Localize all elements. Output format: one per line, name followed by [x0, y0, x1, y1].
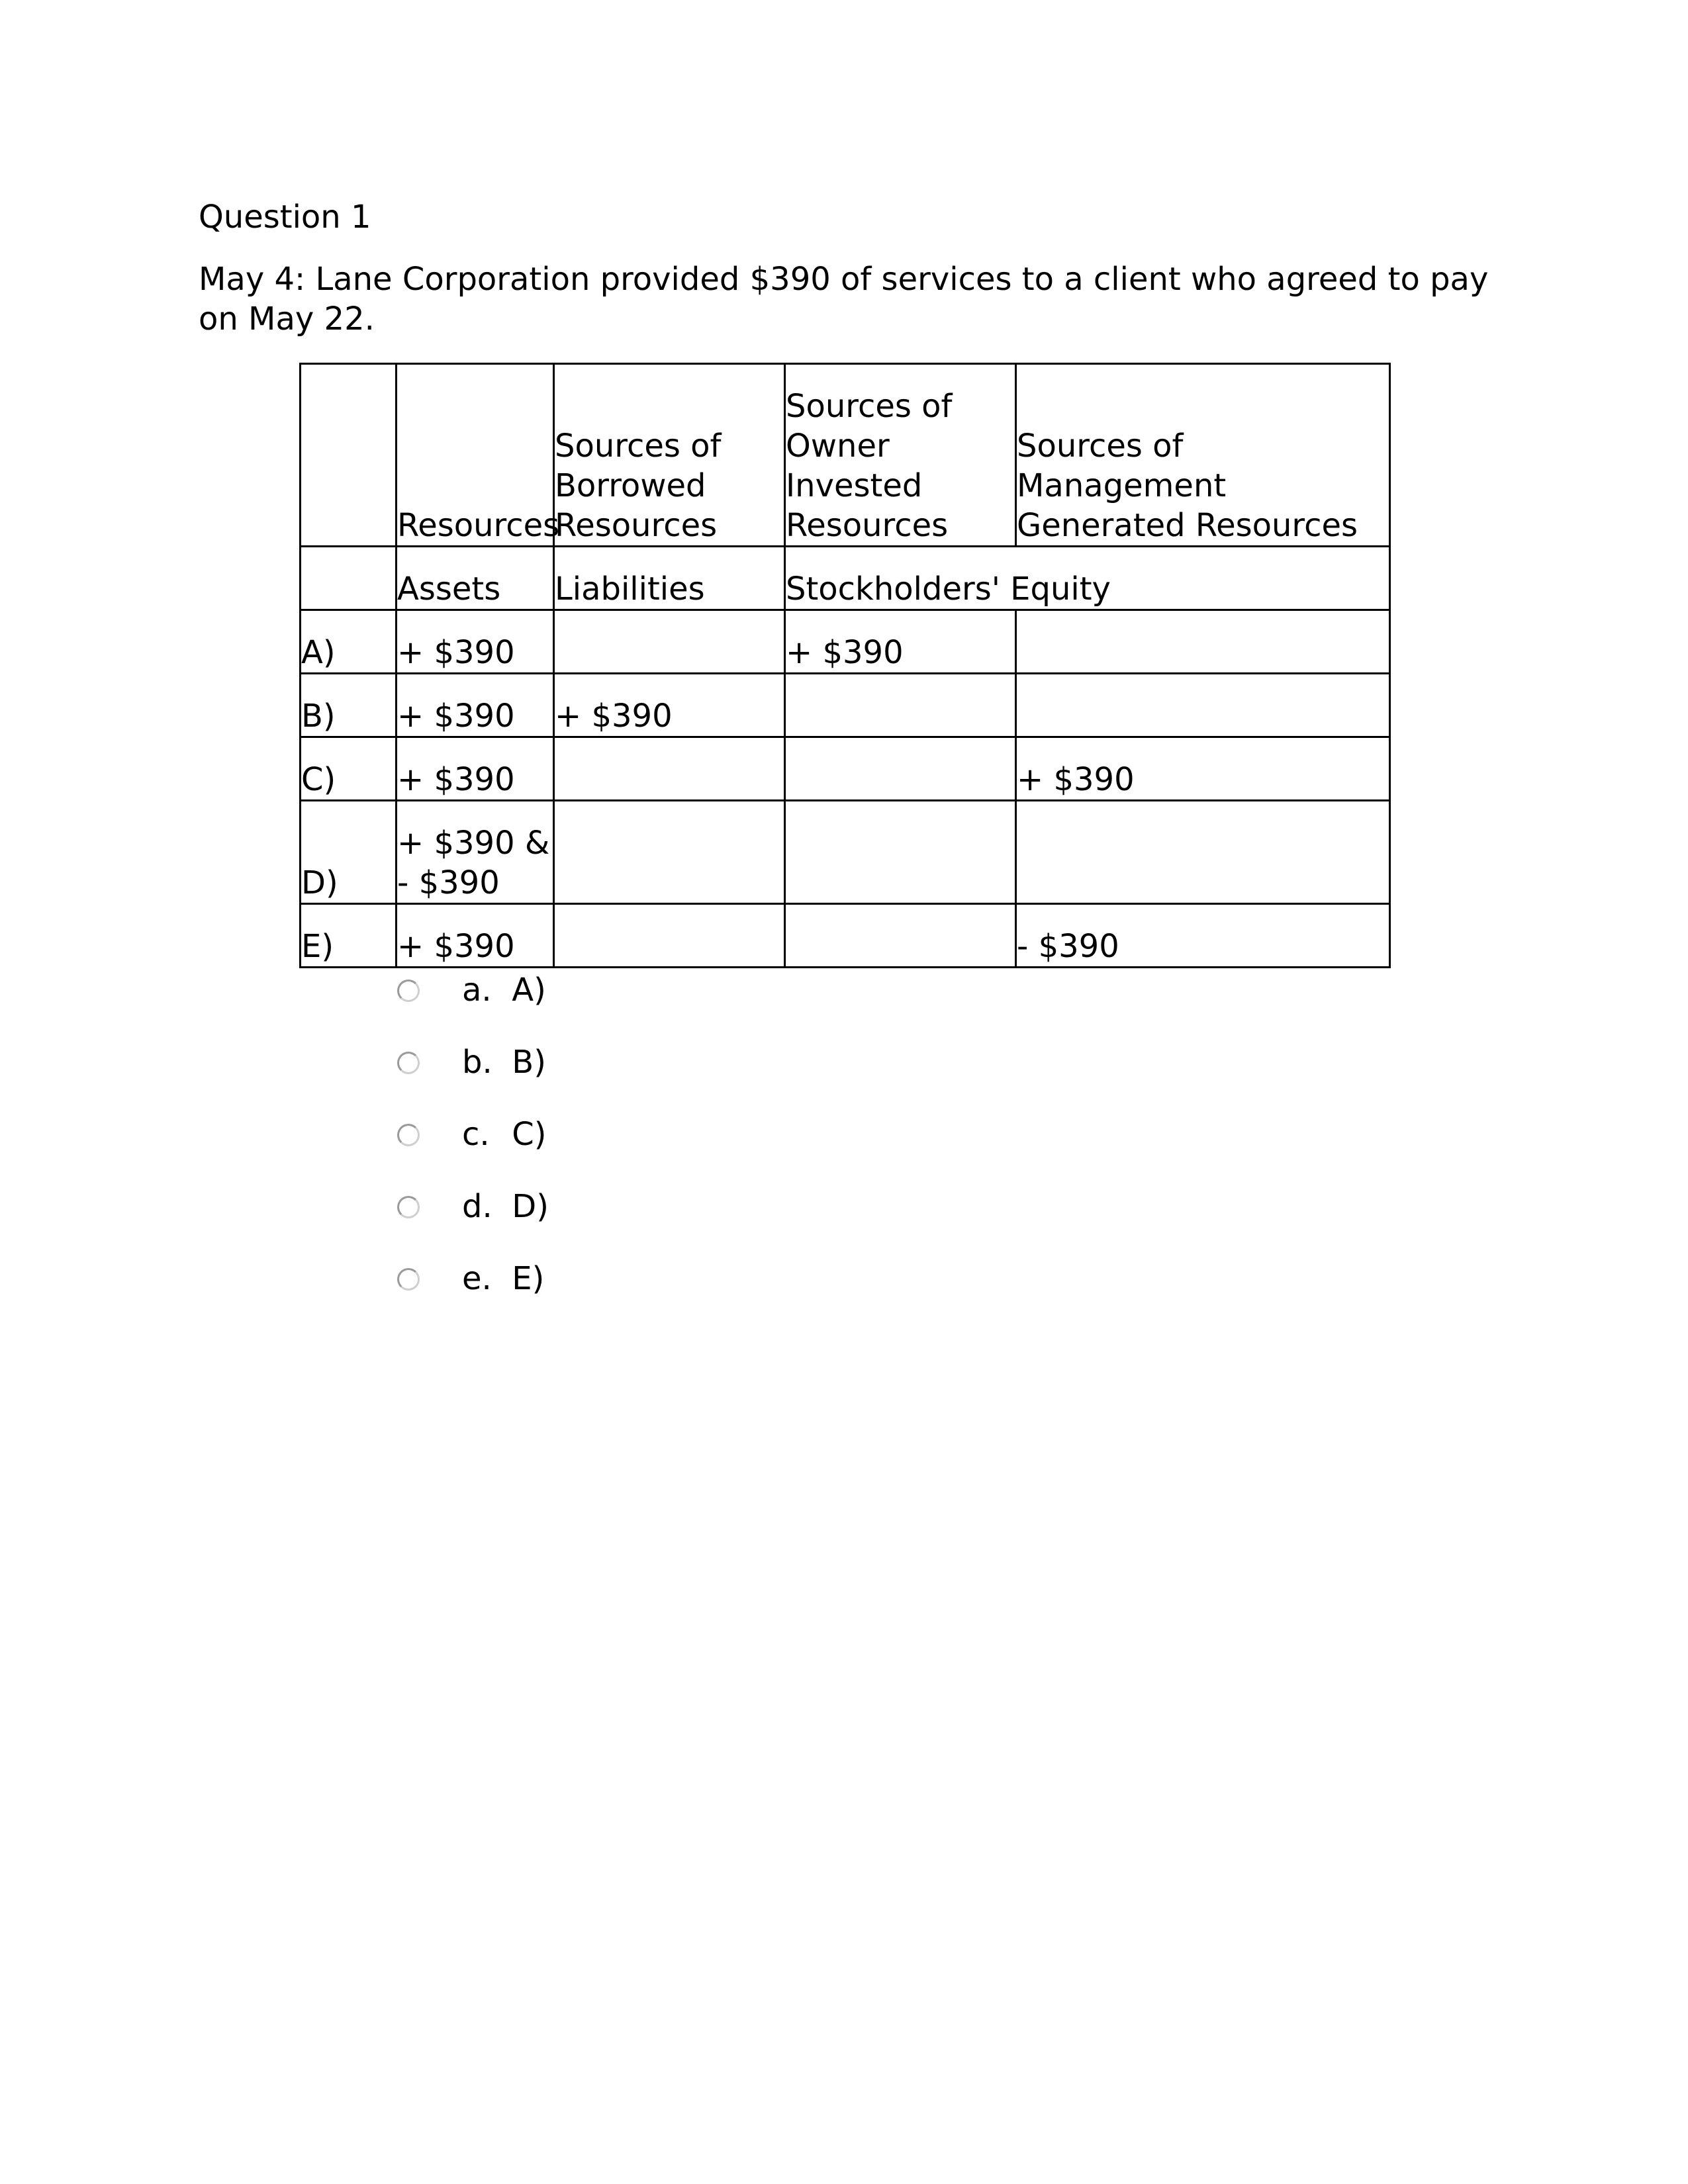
row-label: C) [301, 737, 397, 801]
radio-button-e[interactable] [397, 1268, 420, 1291]
choice-a[interactable] [397, 970, 549, 1042]
cell-management-generated: - $390 [1016, 904, 1390, 968]
row-label: B) [301, 674, 397, 737]
cell-liabilities [554, 801, 785, 904]
choice-letter: c. [462, 1116, 490, 1153]
table-row [301, 801, 1390, 904]
accounting-equation-table [299, 363, 1391, 968]
header-cell-resources: Resources [397, 364, 554, 547]
cell-liabilities: + $390 [554, 674, 785, 737]
radio-button-a[interactable] [397, 979, 420, 1002]
choice-text: D) [512, 1188, 549, 1225]
header-cell-management-generated: Sources of Management Generated Resources [1016, 364, 1390, 547]
choice-e-label [462, 1259, 544, 1298]
table-category-row [301, 547, 1390, 610]
choice-b-label [462, 1042, 546, 1082]
choice-e[interactable] [397, 1259, 549, 1331]
radio-button-d[interactable] [397, 1196, 420, 1218]
cell-owner-invested [785, 674, 1016, 737]
radio-button-b[interactable] [397, 1052, 420, 1074]
category-cell-empty [301, 547, 397, 610]
table-row [301, 610, 1390, 674]
cell-liabilities [554, 904, 785, 968]
choice-c[interactable] [397, 1115, 549, 1187]
table-row [301, 904, 1390, 968]
choice-b[interactable] [397, 1042, 549, 1115]
row-label: E) [301, 904, 397, 968]
question-text: May 4: Lane Corporation provided $390 of services to a client who agreed to pay on May 22. [199, 261, 1489, 338]
choice-letter: d. [462, 1188, 492, 1225]
cell-management-generated: + $390 [1016, 737, 1390, 801]
cell-assets: + $390 [397, 904, 554, 968]
choice-text: C) [512, 1116, 547, 1153]
cell-liabilities [554, 610, 785, 674]
table-row [301, 674, 1390, 737]
cell-management-generated [1016, 674, 1390, 737]
choice-c-label [462, 1115, 547, 1154]
radio-button-c[interactable] [397, 1124, 420, 1146]
cell-management-generated [1016, 610, 1390, 674]
category-cell-assets: Assets [397, 547, 554, 610]
question-title: Question 1 [199, 199, 371, 236]
cell-liabilities [554, 737, 785, 801]
cell-owner-invested [785, 801, 1016, 904]
answer-choices [397, 970, 549, 1331]
cell-assets: + $390 [397, 674, 554, 737]
row-label: A) [301, 610, 397, 674]
header-cell-borrowed: Sources of Borrowed Resources [554, 364, 785, 547]
cell-management-generated [1016, 801, 1390, 904]
cell-assets: + $390 [397, 737, 554, 801]
cell-assets: + $390 & - $390 [397, 801, 554, 904]
table-row [301, 737, 1390, 801]
row-label: D) [301, 801, 397, 904]
choice-a-label [462, 970, 546, 1010]
cell-assets: + $390 [397, 610, 554, 674]
header-cell-owner-invested: Sources of Owner Invested Resources [785, 364, 1016, 547]
choice-text: B) [512, 1044, 546, 1081]
table-header-row [301, 364, 1390, 547]
cell-owner-invested [785, 737, 1016, 801]
choice-d[interactable] [397, 1187, 549, 1259]
choice-letter: b. [462, 1044, 492, 1081]
category-cell-liabilities: Liabilities [554, 547, 785, 610]
category-cell-equity: Stockholders' Equity [785, 547, 1390, 610]
header-cell-empty [301, 364, 397, 547]
choice-letter: e. [462, 1260, 492, 1297]
choice-text: E) [512, 1260, 545, 1297]
cell-owner-invested: + $390 [785, 610, 1016, 674]
choice-letter: a. [462, 972, 492, 1009]
choice-d-label [462, 1187, 549, 1226]
choice-text: A) [512, 972, 546, 1009]
cell-owner-invested [785, 904, 1016, 968]
